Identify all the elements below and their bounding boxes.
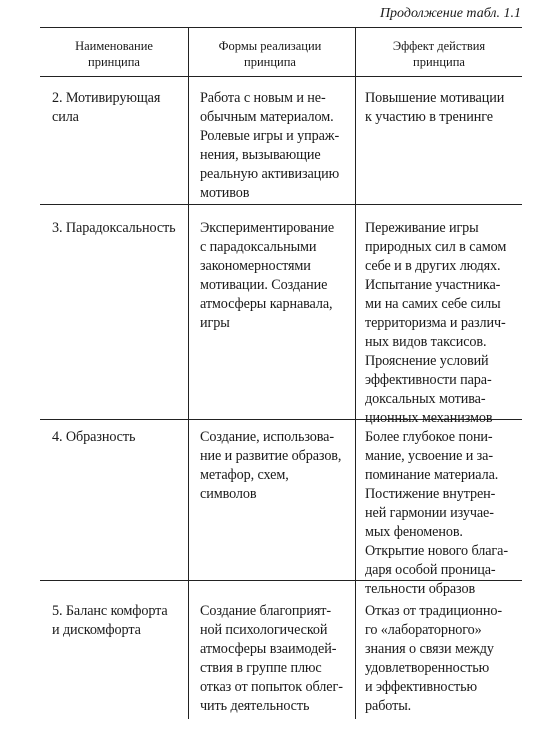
row-name: 3. Парадоксальность xyxy=(52,220,176,236)
header-forms: Формы реализации принципа xyxy=(218,39,322,69)
row-effect: Повышение мотивации к участию в тренинге xyxy=(365,90,505,125)
table-rule-top xyxy=(40,27,522,28)
table-caption: Продолжение табл. 1.1 xyxy=(379,6,521,21)
principles-table xyxy=(40,27,522,719)
row-effect: Переживание игры природных сил в самом себе и в других людях. Испытание участника- ми на самих себе силы территоризма и различ- ных видов таксисов. Прояснение условий эффективности пара- доксальных мотива- ционных механизмов xyxy=(365,220,507,426)
table-rule-header xyxy=(40,76,522,77)
row-forms: Создание, использова- ние и развитие образов, метафор, схем, символов xyxy=(200,429,342,502)
header-principle-name: Наименование принципа xyxy=(75,39,153,69)
row-effect: Отказ от традиционно- го «лабораторного» знания о связи между удовлетворенностью и эффективностью работы. xyxy=(365,603,502,714)
row-forms: Работа с новым и не- обычным материалом. Ролевые игры и упраж- нения, вызывающие реальную активизацию мотивов xyxy=(200,90,340,201)
row-forms: Экспериментирование с парадоксальными закономерностями мотивации. Создание атмосферы карнавала, игры xyxy=(200,220,335,331)
row-name: 5. Баланс комфорта и дискомфорта xyxy=(52,603,168,638)
table-rule-row2 xyxy=(40,204,522,205)
row-effect: Более глубокое пони- мание, усвоение и за- поминание материала. Постижение внутрен- ней гармонии изучае- мых феноменов. Открытие нового блага- даря особой проница- тельности образов xyxy=(365,429,508,597)
row-forms: Создание благоприят- ной психологической атмосферы взаимодей- ствия в группе плюс отказ от попыток облег- чить деятельность xyxy=(200,603,343,714)
header-effect: Эффект действия принципа xyxy=(392,39,486,69)
row-name: 4. Образность xyxy=(52,429,136,445)
row-name: 2. Мотивирующая сила xyxy=(52,90,161,125)
